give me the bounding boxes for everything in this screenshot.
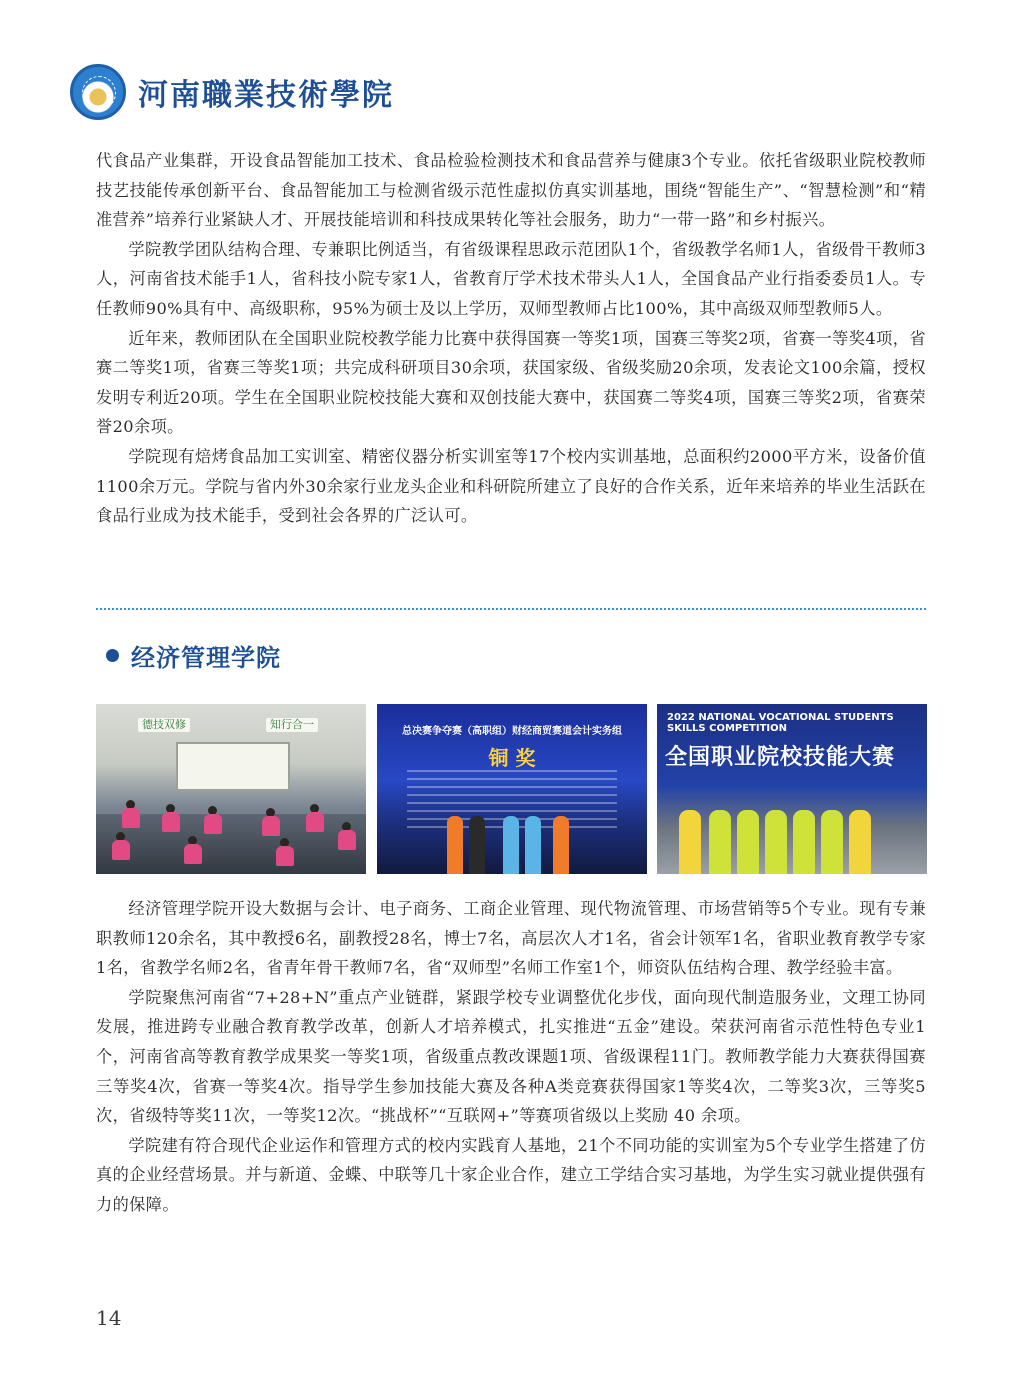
page-header: [70, 62, 394, 122]
person-figure: [469, 816, 485, 874]
paragraph: 学院教学团队结构合理、专兼职比例适当，有省级课程思政示范团队1个，省级教学名师1人，省级骨干教师3人，河南省技术能手1人，省科技小院专家1人，省教育厅学术技术带头人1人，全国食品产业行指委委员1人。专任教师90%具有中、高级职称，95%为硕士及以上学历，双师型教师占比100%，其中高级双师型教师5人。: [96, 239, 926, 318]
person-figure: [503, 816, 519, 874]
school-name: 河南職業技術學院: [138, 78, 394, 113]
paragraph: 学院现有焙烤食品加工实训室、精密仪器分析实训室等17个校内实训基地，总面积约2000平方米，设备价值1100余万元。学院与省内外30余家行业龙头企业和科研院所建立了良好的合作关系，近年来培养的毕业生活跃在食品行业成为技术能手，受到社会各界的广泛认可。: [96, 446, 926, 526]
person-figure: [765, 810, 787, 874]
student-figure: [184, 844, 202, 864]
section-heading: [106, 638, 281, 673]
student-figure: [276, 846, 294, 866]
school-seal-icon: [70, 64, 126, 120]
paragraph: 经济管理学院开设大数据与会计、电子商务、工商企业管理、现代物流管理、市场营销等5个专业。现有专兼职教师120余名，其中教授6名，副教授28名，博士7名，高层次人才1名，省会计领军1名，省职业教育教学专家1名，省教学名师2名，省青年骨干教师7名，省“双师型”名师工作室1个，师资队伍结构合理、教学经验丰富。: [96, 899, 926, 978]
bullet-icon: [106, 649, 119, 662]
photo-stage-title: 总决赛争夺赛（高职组）财经商贸赛道会计实务组: [402, 726, 622, 737]
student-figure: [204, 814, 222, 834]
photo-chinese-banner: 全国职业院校技能大赛: [665, 745, 896, 770]
section-title: 经济管理学院: [131, 644, 281, 672]
paragraph: 近年来，教师团队在全国职业院校教学能力比赛中获得国赛一等奖1项，国赛三等奖2项，省赛一等奖4项，省赛二等奖1项，省赛三等奖1项；共完成科研项目30余项，获国家级、省级奖励20余项，发表论文100余篇，授权发明专利近20项。学生在全国职业院校技能大赛和双创技能大赛中，获国赛二等奖4项，国赛三等奖2项，省赛荣誉20余项。: [96, 328, 926, 437]
paragraph: 学院建有符合现代企业运作和管理方式的校内实践育人基地，21个不同功能的实训室为5个专业学生搭建了仿真的企业经营场景。并与新道、金蝶、中联等几十家企业合作，建立工学结合实习基地，为学生实习就业提供强有力的保障。: [96, 1135, 926, 1214]
page-number: 14: [96, 1306, 122, 1330]
person-figure: [793, 810, 815, 874]
photo-banner-text: 德技双修: [138, 718, 190, 732]
person-figure: [679, 810, 701, 874]
classroom-photo: [96, 704, 366, 874]
person-figure: [709, 810, 731, 874]
award-ceremony-photo: [377, 704, 647, 874]
student-figure: [162, 812, 180, 832]
student-figure: [262, 816, 280, 836]
person-figure: [737, 810, 759, 874]
person-figure: [553, 816, 569, 874]
student-figure: [338, 830, 356, 850]
classroom-screen: [176, 742, 290, 791]
photo-english-banner: 2022 NATIONAL VOCATIONAL STUDENTS SKILLS COMPETITION: [667, 712, 894, 734]
dotted-divider: [96, 608, 926, 610]
person-figure: [849, 810, 871, 874]
student-figure: [112, 840, 130, 860]
person-figure: [821, 810, 843, 874]
paragraph: 学院聚焦河南省“7+28+N”重点产业链群，紧跟学校专业调整优化步伐，面向现代制造服务业，文理工协同发展，推进跨专业融合教育教学改革，创新人才培养模式，扎实推进“五金”建设。荣获河南省示范性特色专业1个，河南省高等教育教学成果奖一等奖1项，省级重点教改课题1项、省级课程11门。教师教学能力大赛获得国赛三等奖4次，省赛一等奖4次。指导学生参加技能大赛及各种A类竞赛获得国家1等奖4次，二等奖3次，三等奖5次，省级特等奖11次，一等奖12次。“挑战杯”“互联网+”等赛项省级以上奖励 40 余项。: [96, 987, 926, 1126]
top-text-block: [96, 146, 926, 531]
bottom-text-block: [96, 894, 926, 1220]
person-figure: [447, 816, 463, 874]
photo-banner-text: 知行合一: [266, 718, 318, 732]
skills-competition-photo: [657, 704, 927, 874]
person-figure: [525, 816, 541, 874]
photo-award-text: 铜 奖: [488, 746, 536, 770]
student-figure: [306, 812, 324, 832]
paragraph: 代食品产业集群，开设食品智能加工技术、食品检验检测技术和食品营养与健康3个专业。依托省级职业院校教师技艺技能传承创新平台、食品智能加工与检测省级示范性虚拟仿真实训基地，围绕“智能生产”、“智慧检测”和“精准营养”培养行业紧缺人才、开展技能培训和科技成果转化等社会服务，助力“一带一路”和乡村振兴。: [96, 151, 926, 230]
student-figure: [122, 808, 140, 828]
